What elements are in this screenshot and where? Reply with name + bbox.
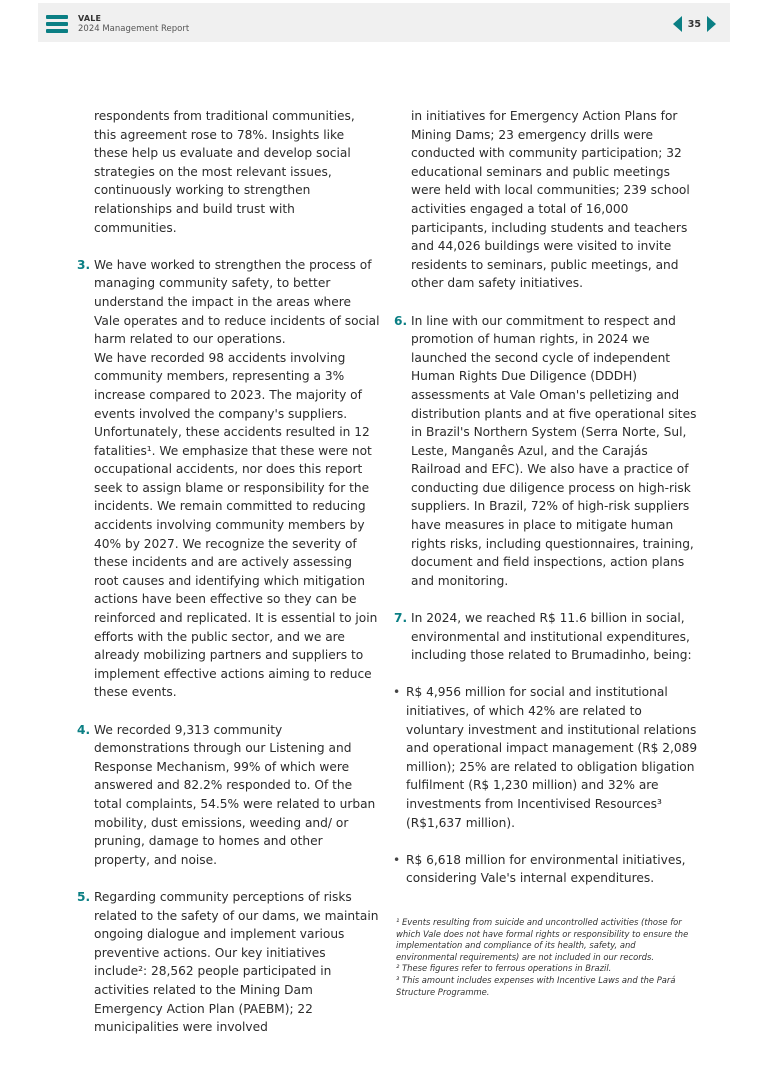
menu-icon[interactable] bbox=[46, 15, 68, 33]
next-page-icon[interactable] bbox=[707, 16, 716, 32]
list-item-4 bbox=[77, 721, 380, 870]
item-number: 5. bbox=[77, 889, 91, 904]
intro-paragraph: respondents from traditional communities, this agreement rose to 78%. Insights like these help us evaluate and develop social strategies on the most relevant issues, continuously working to strengthen relationships and build trust with communities. bbox=[94, 109, 355, 235]
item-text: Regarding community perceptions of risks related to the safety of our dams, we maintain ongoing dialogue and implement various preventive actions. Our key initiatives include²: 28,562 people participated in activities related to the Mining Dam Emergency Action Plan (PAEBM); 22 municipalities were involved bbox=[94, 889, 379, 1035]
footnote: ³ This amount includes expenses with Incentive Laws and the Pará Structure Programme. bbox=[396, 974, 676, 997]
right-column bbox=[393, 107, 701, 888]
footnote: ² These figures refer to ferrous operations in Brazil. bbox=[396, 963, 612, 974]
list-item-6 bbox=[394, 312, 701, 591]
continuation-paragraph: in initiatives for Emergency Action Plans for Mining Dams; 23 emergency drills were conducted with community participation; 32 educational seminars and public meetings were held with local communities; 239 school activities engaged a total of 16,000 participants, including students and teachers and 44,026 buildings were visited to invite residents to seminars, public meetings, and other dam safety initiatives. bbox=[411, 109, 690, 291]
footnotes bbox=[396, 917, 698, 998]
item-text: In line with our commitment to respect and promotion of human rights, in 2024 we launched the second cycle of independent Human Rights Due Diligence (DDDH) assessments at Vale Oman's pelletizing and distribution plants and at five operational sites in Brazil's Northern System (Serra Norte, Sul, Leste, Manganês Azul, and the Carajás Railroad and EFC). We also have a practice of conducting due diligence process on high-risk suppliers. In Brazil, 72% of high-risk suppliers have measures in place to mitigate human rights risks, including questionnaires, training, document and field inspections, action plans and monitoring. bbox=[411, 313, 697, 588]
page-number: 35 bbox=[687, 18, 701, 30]
bullet-item bbox=[393, 851, 701, 888]
item-number: 3. bbox=[77, 257, 91, 272]
item-number: 6. bbox=[394, 313, 408, 328]
list-item-3 bbox=[77, 256, 380, 702]
bullet-marker: • bbox=[393, 685, 401, 700]
item-text: We have worked to strengthen the process of managing community safety, to better understand the impact in the areas where Vale operates and to reduce incidents of social harm related to our operations. bbox=[94, 257, 380, 347]
page-navigator bbox=[673, 15, 716, 33]
left-column bbox=[77, 107, 380, 1037]
footnote: ¹ Events resulting from suicide and uncontrolled activities (those for which Vale does not have formal rights or responsibility to ensure the implementation and compliance of its health, safety, and environmental requirements) are not included in our records. bbox=[396, 917, 689, 962]
page-header bbox=[38, 3, 730, 42]
bullet-text: R$ 4,956 million for social and institutional initiatives, of which 42% are related to voluntary investment and institutional relations and operational impact management (R$ 2,089 million); 25% are related to obligation bligation fulfilment (R$ 1,230 million) and 32% are investments from Incentivised Resources³ (R$1,637 million). bbox=[406, 685, 698, 830]
list-item-5 bbox=[77, 888, 380, 1037]
bullet-text: R$ 6,618 million for environmental initiatives, considering Vale's internal expenditures. bbox=[406, 852, 686, 886]
item-number: 7. bbox=[394, 611, 408, 626]
prev-page-icon[interactable] bbox=[673, 16, 682, 32]
brand-name: VALE bbox=[78, 14, 102, 23]
report-title: 2024 Management Report bbox=[78, 24, 190, 34]
list-item-7 bbox=[394, 609, 701, 665]
item-text-continued: We have recorded 98 accidents involving community members, representing a 3% increase compared to 2023. The majority of events involved the company's suppliers. Unfortunately, these accidents resulted in 12 fatalities¹. We emphasize that these were not occupational accidents, nor does this report seek to assign blame or responsibility for the incidents. We remain committed to reducing accidents involving community members by 40% by 2027. We recognize the severity of these incidents and are actively assessing root causes and identifying which mitigation actions have been effective so they can be reinforced and replicated. It is essential to join efforts with the public sector, and we are already mobilizing partners and suppliers to implement effective actions aiming to reduce these events. bbox=[94, 350, 378, 700]
bullet-item bbox=[393, 683, 701, 832]
item-text: We recorded 9,313 community demonstrations through our Listening and Response Mechanism, 99% of which were answered and 82.2% responded to. Of the total complaints, 54.5% were related to urban mobility, dust emissions, weeding and/ or pruning, damage to homes and other property, and noise. bbox=[94, 722, 376, 867]
bullet-marker: • bbox=[393, 852, 401, 867]
item-text: In 2024, we reached R$ 11.6 billion in social, environmental and institutional expenditures, including those related to Brumadinho, being: bbox=[411, 611, 692, 663]
item-number: 4. bbox=[77, 722, 91, 737]
